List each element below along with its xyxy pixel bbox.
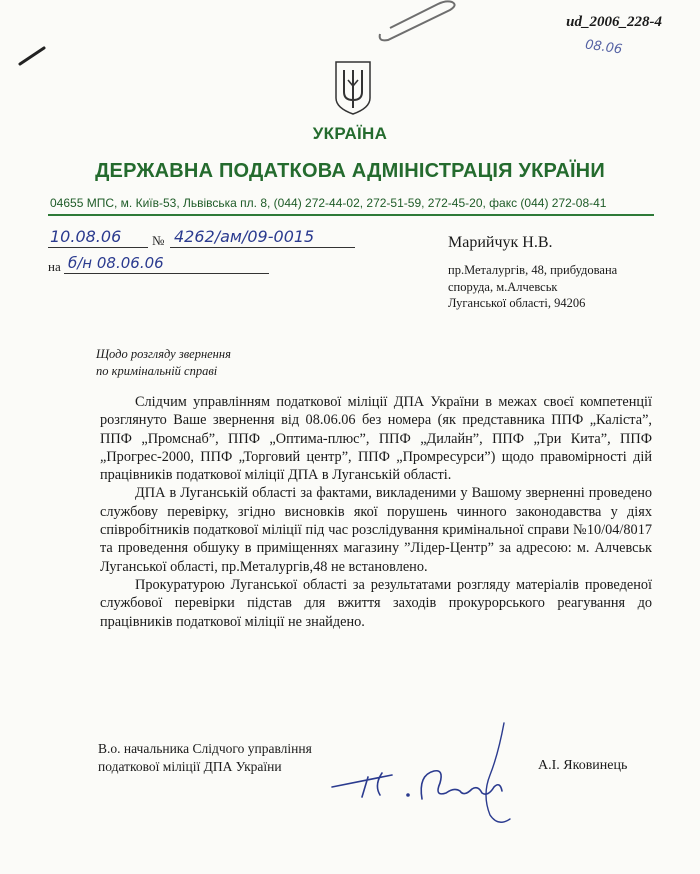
- recipient-name: Марийчук Н.В.: [448, 234, 553, 251]
- paper-clip-icon: [376, 0, 458, 44]
- subject-line: по кримінальній справі: [96, 364, 218, 378]
- signatory-title-line: податкової міліції ДПА України: [98, 759, 282, 774]
- registration-number-label: №: [152, 233, 165, 248]
- document-id: ud_2006_228-4: [566, 14, 662, 30]
- body-paragraph: Прокуратурою Луганської області за результатами розгляду матеріалів проведеної службової перевірки підстав для вжиття заходів прокурорського реагування до працівників податкової міліції не знайдено.: [100, 576, 652, 630]
- header-divider: [48, 214, 654, 216]
- letter-body: [100, 393, 652, 631]
- registration-date: 10.08.06: [50, 227, 122, 246]
- registration-number: 4262/ам/09-0015: [174, 227, 315, 246]
- organization-address: 04655 МПС, м. Київ-53, Львівська пл. 8, (044) 272-44-02, 272-51-59, 272-45-20, факс (044) 272-08-41: [50, 196, 607, 210]
- body-paragraph: ДПА в Луганській області за фактами, викладеними у Вашому зверненні проведено службову перевірку, згідно висновків якої порушень чинного законодавства у діях співробітників податкової міліції під час розслідування кримінальної справи №10/04/8017 та проведення обшуку в приміщеннях магазину ”Лідер-Центр” за адресою: м. Алчевськ Луганської області, пр.Металургів,48 не встановлено.: [100, 485, 652, 575]
- ink-mark-icon: [18, 30, 46, 70]
- recipient-address: [448, 262, 617, 312]
- handwritten-date-mark: 08.06: [583, 37, 623, 58]
- reference-field: [64, 255, 269, 274]
- recipient-address-line: споруда, м.Алчевськ: [448, 279, 558, 294]
- country-title: УКРАЇНА: [312, 124, 388, 143]
- registration-date-field: [48, 229, 148, 248]
- subject-line: Щодо розгляду звернення: [96, 347, 231, 361]
- signatory-title-line: В.о. начальника Слідчого управління: [98, 741, 312, 756]
- body-paragraph: Слідчим управлінням податкової міліції ДПА України в межах своєї компетенції розглянуто Ваше звернення від 08.06.06 без номера (як представника ППФ „Каліста”, ППФ „Промснаб”, ППФ „Оптима-плюс”, ППФ „Дилайн”, ППФ „Три Кита”, ППФ „Прогрес-2000, ППФ „Торговий центр”, ППФ „Промресурси”) щодо правомірності дій працівників податкової міліції ДПА в Луганській області.: [100, 394, 652, 484]
- reference-value: б/н 08.06.06: [68, 254, 164, 272]
- recipient-address-line: пр.Металургів, 48, прибудована: [448, 263, 618, 277]
- recipient-address-line: Луганської області, 94206: [448, 296, 586, 310]
- signatory-name: А.І. Яковинець: [538, 758, 628, 773]
- signatory-title: [98, 740, 312, 776]
- reference-label: на: [48, 259, 61, 274]
- subject: [96, 346, 231, 380]
- trident-emblem-icon: [332, 58, 374, 116]
- organization-title: ДЕРЖАВНА ПОДАТКОВА АДМІНІСТРАЦІЯ УКРАЇНИ: [95, 160, 605, 182]
- registration-number-field: [170, 229, 355, 248]
- handwritten-signature: [322, 715, 522, 830]
